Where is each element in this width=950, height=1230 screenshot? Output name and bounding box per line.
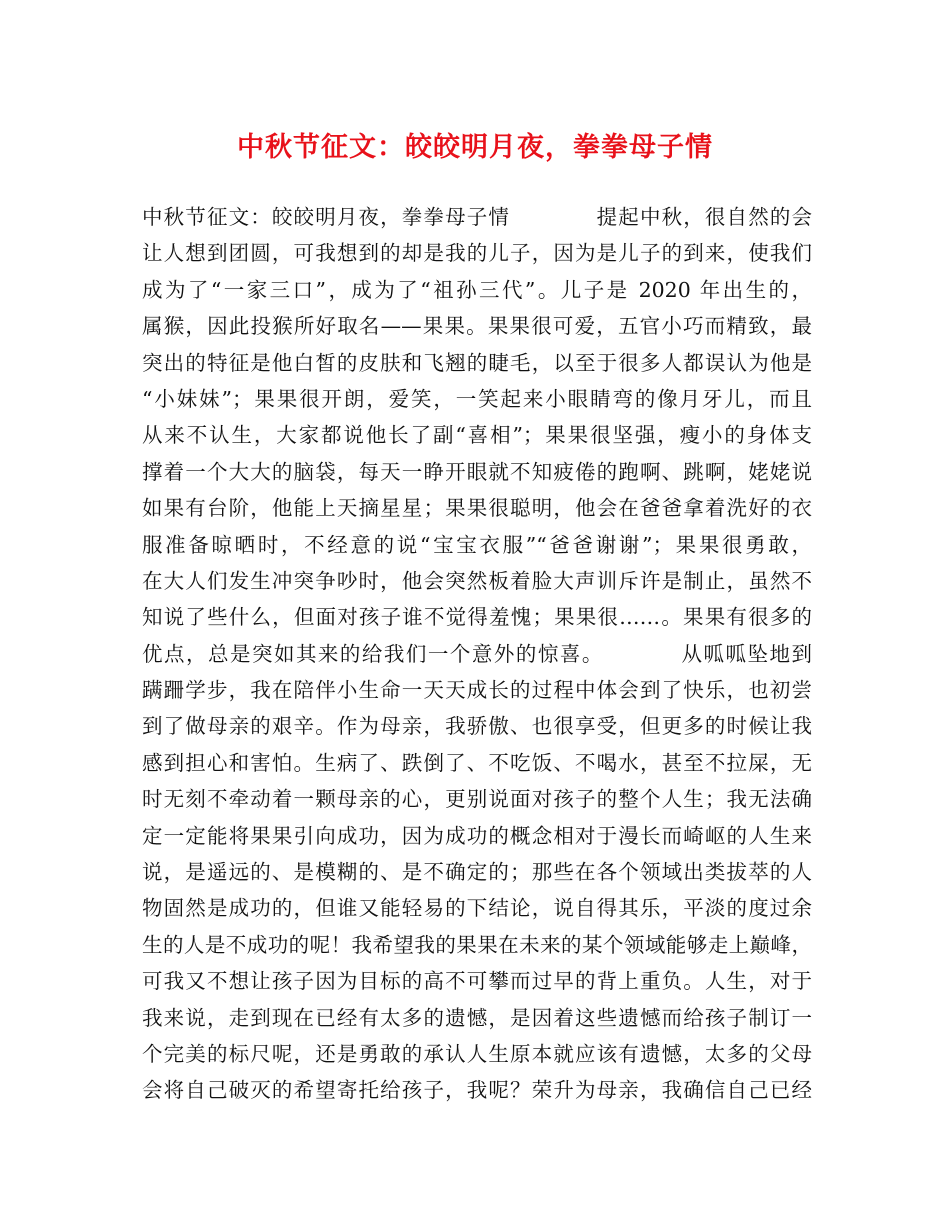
body-line: 感到担心和害怕。生病了、跌倒了、不吃饭、不喝水，甚至不拉屎，无: [142, 750, 812, 775]
body-line: 时无刻不牵动着一颗母亲的心，更别说面对孩子的整个人生；我无法确: [142, 787, 812, 812]
body-line: 如果有台阶，他能上天摘星星；果果很聪明，他会在爸爸拿着洗好的衣: [142, 496, 812, 521]
body-line: 在大人们发生冲突争吵时，他会突然板着脸大声训斥许是制止，虽然不: [142, 568, 812, 593]
body-line: 定一定能将果果引向成功，因为成功的概念相对于漫长而崎岖的人生来: [142, 823, 812, 848]
document-body: [142, 199, 812, 1109]
body-line: 优点，总是突如其来的给我们一个意外的惊喜。 从呱呱坠地到: [142, 641, 812, 666]
body-line: 属猴，因此投猴所好取名——果果。果果很可爱，五官小巧而精致，最: [142, 314, 812, 339]
body-line: 物固然是成功的，但谁又能轻易的下结论，说自得其乐，平淡的度过余: [142, 896, 812, 921]
body-line: 可我又不想让孩子因为目标的高不可攀而过早的背上重负。人生，对于: [142, 969, 812, 994]
body-line: 个完美的标尺呢，还是勇敢的承认人生原本就应该有遗憾，太多的父母: [142, 1041, 812, 1066]
body-line: 到了做母亲的艰辛。作为母亲，我骄傲、也很享受，但更多的时候让我: [142, 714, 812, 739]
body-line: 生的人是不成功的呢！我希望我的果果在未来的某个领域能够走上巅峰，: [142, 932, 812, 957]
body-line: 成为了“一家三口”，成为了“祖孙三代”。儿子是 2020 年出生的，: [142, 277, 812, 302]
body-line: 服准备晾晒时，不经意的说“宝宝衣服”“爸爸谢谢”；果果很勇敢，: [142, 532, 812, 557]
body-line: 会将自己破灭的希望寄托给孩子，我呢？荣升为母亲，我确信自己已经: [142, 1078, 812, 1103]
body-line: 中秋节征文：皎皎明月夜，拳拳母子情 提起中秋，很自然的会: [142, 205, 812, 229]
body-line: 突出的特征是他白皙的皮肤和飞翘的睫毛，以至于很多人都误认为他是: [142, 350, 812, 375]
body-line: 说，是遥远的、是模糊的、是不确定的；那些在各个领域出类拔萃的人: [142, 860, 812, 885]
body-line: 知说了些什么，但面对孩子谁不觉得羞愧；果果很……。果果有很多的: [142, 605, 812, 630]
body-line: 让人想到团圆，可我想到的却是我的儿子，因为是儿子的到来，使我们: [142, 241, 812, 266]
document-title: 中秋节征文：皎皎明月夜，拳拳母子情: [237, 132, 713, 163]
body-line: 撑着一个大大的脑袋，每天一睁开眼就不知疲倦的跑啊、跳啊，姥姥说: [142, 459, 812, 484]
body-line: 从来不认生，大家都说他长了副“喜相”；果果很坚强，瘦小的身体支: [142, 423, 812, 448]
body-line: 我来说，走到现在已经有太多的遗憾，是因着这些遗憾而给孩子制订一: [142, 1005, 812, 1030]
body-line: 蹒跚学步，我在陪伴小生命一天天成长的过程中体会到了快乐，也初尝: [142, 678, 812, 703]
body-line: “小妹妹”；果果很开朗，爱笑，一笑起来小眼睛弯的像月牙儿，而且: [142, 386, 812, 411]
